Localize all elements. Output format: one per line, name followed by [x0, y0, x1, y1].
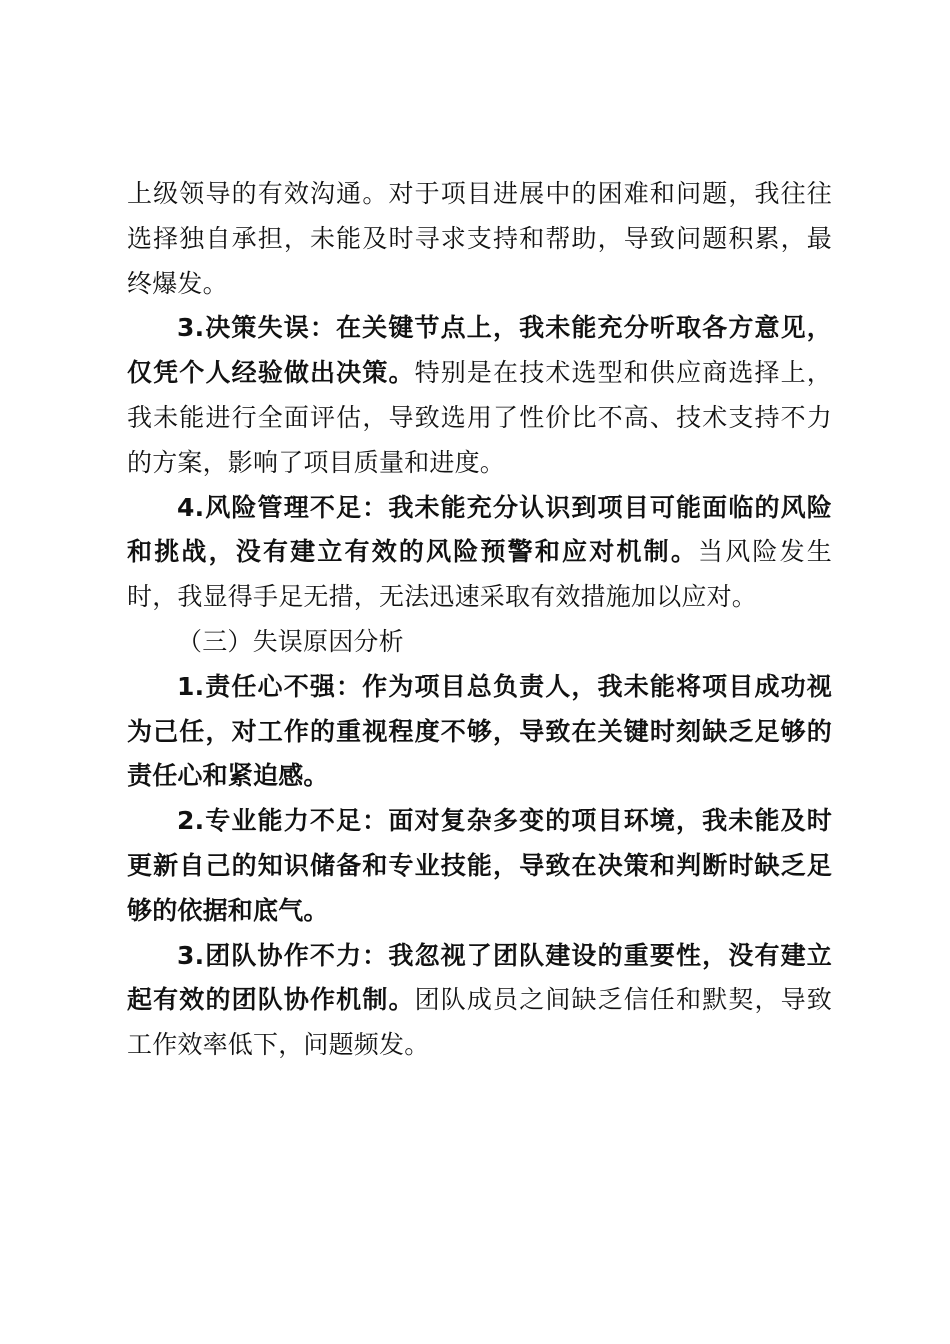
paragraph-continuation: [127, 172, 832, 306]
paragraph-bold-lead: 2.专业能力不足：面对复杂多变的项目环境，我未能及时更新自己的知识储备和专业技能，导致在决策和判断时缺乏足够的依据和底气。: [127, 806, 832, 925]
section-heading-text: （三）失误原因分析: [177, 626, 404, 656]
paragraph-bold-lead: 3.决策失误：在关键节点上，我未能充分听取各方意见，仅凭个人经验做出决策。: [127, 313, 832, 388]
paragraph-risk-management: [127, 486, 832, 620]
paragraph-text: 特别是在技术选型和供应商选择上，我未能进行全面评估，导致选用了性价比不高、技术支持不力的方案，影响了项目质量和进度。: [127, 358, 832, 477]
section-heading: [127, 620, 832, 665]
paragraph-teamwork: [127, 934, 832, 1068]
paragraph-decision-error: [127, 306, 832, 485]
paragraph-bold-lead: 1.责任心不强：作为项目总负责人，我未能将项目成功视为己任，对工作的重视程度不够，导致在关键时刻缺乏足够的责任心和紧迫感。: [127, 671, 832, 791]
paragraph-bold-lead: 4.风险管理不足：我未能充分认识到项目可能面临的风险和挑战，没有建立有效的风险预警和应对机制。: [127, 492, 832, 567]
paragraph-bold-lead: 3.团队协作不力：我忽视了团队建设的重要性，没有建立起有效的团队协作机制。: [127, 940, 832, 1015]
paragraph-text: 上级领导的有效沟通。对于项目进展中的困难和问题，我往往选择独自承担，未能及时寻求支持和帮助，导致问题积累，最终爆发。: [127, 179, 832, 298]
paragraph-text: 团队成员之间缺乏信任和默契，导致工作效率低下，问题频发。: [127, 985, 832, 1060]
paragraph-professional-ability: [127, 799, 832, 933]
document-body: [127, 172, 832, 1068]
paragraph-text: 当风险发生时，我显得手足无措，无法迅速采取有效措施加以应对。: [127, 537, 832, 612]
paragraph-responsibility: [127, 665, 832, 799]
